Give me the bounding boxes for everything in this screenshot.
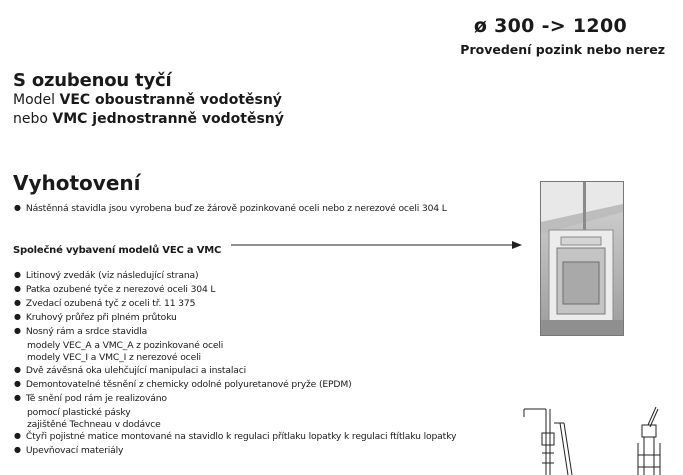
list-item: ● Litinový zvedák (viz následující strana) [14, 270, 198, 281]
list-item: ● Demontovatelné těsnění z chemicky odolné polyuretanové pryže (EPDM) [14, 379, 352, 390]
list-subitem: modely VEC_A a VMC_A z pozinkované oceli [27, 340, 224, 351]
list-subitem: pomocí plastické pásky [27, 407, 131, 418]
model-line-vec [13, 92, 282, 108]
list-item: ● Zvedací ozubená tyč z oceli tř. 11 375 [14, 298, 195, 309]
model-line-vmc-prefix: nebo [13, 111, 53, 127]
list-item: ● Patka ozubené tyče z nerezové oceli 304 L [14, 284, 215, 295]
common-equipment-heading: Společné vybavení modelů VEC a VMC [13, 245, 222, 256]
arrow-to-photo [231, 238, 523, 252]
sluice-gate-photo [540, 181, 624, 336]
list-subitem: modely VEC_I a VMC_I z nerezové oceli [27, 352, 201, 363]
diameter-range: ø 300 -> 1200 [473, 15, 627, 37]
model-line-vec-prefix: Model [13, 92, 60, 108]
model-line-vmc [13, 111, 284, 127]
list-item: ● Nosný rám a srdce stavidla [14, 326, 147, 337]
product-title: S ozubenou tyčí [13, 70, 172, 91]
list-item: ● Kruhový průřez při plném průtoku [14, 312, 177, 323]
intro-bullet: ● Nástěnná stavidla jsou vyrobena buď ze žárově pozinkované oceli nebo z nerezové oceli 304 L [14, 203, 447, 214]
gate-drawing-front [628, 403, 668, 475]
list-item: ● Upevňovací materiály [14, 445, 123, 456]
list-subitem: zajištěné Techneau v dodávce [27, 419, 161, 430]
list-item: ● Čtyři pojistné matice montované na stavidlo k regulaci přítlaku lopatky k regulaci ftítlaku lopatky [14, 431, 456, 442]
model-line-vec-bold: VEC oboustranně vodotěsný [59, 92, 282, 108]
model-line-vmc-bold: VMC jednostranně vodotěsný [52, 111, 284, 127]
list-item: ● Dvě závěsná oka ulehčující manipulaci a instalaci [14, 365, 246, 376]
gate-drawing-side [520, 403, 582, 475]
list-item: ● Tě snění pod rám je realizováno [14, 393, 167, 404]
section-title: Vyhotovení [13, 171, 141, 195]
finish-options: Provedení pozink nebo nerez [460, 42, 665, 57]
